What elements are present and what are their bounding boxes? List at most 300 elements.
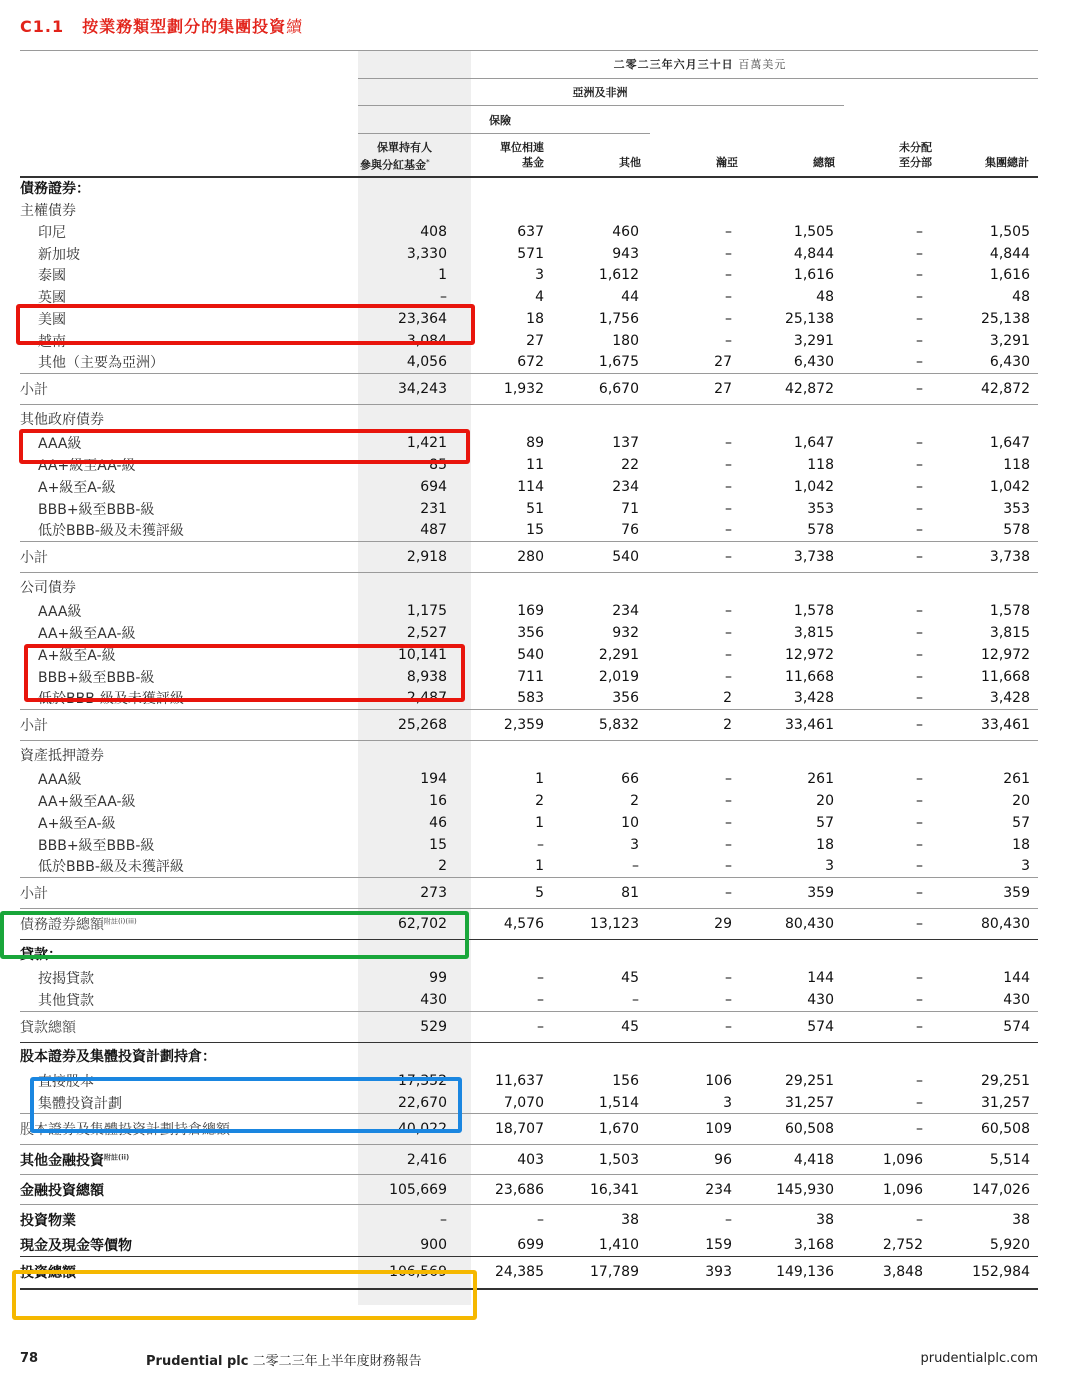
- cell-value: –: [849, 542, 946, 573]
- cell-value: 18: [526, 311, 544, 328]
- row-label: [20, 968, 358, 990]
- cell-value: –: [849, 710, 946, 741]
- cell-value: [558, 573, 655, 601]
- row-label: [20, 812, 358, 834]
- table-row: [20, 856, 1038, 878]
- subtotal-row: [20, 1011, 1038, 1042]
- cell-value: 460: [612, 223, 639, 240]
- cell-value: 1,578: [989, 603, 1030, 620]
- cell-value: 137: [612, 435, 639, 452]
- cell-value: 574: [752, 1011, 849, 1042]
- row-label: [20, 265, 358, 287]
- cell-value: 46: [429, 815, 447, 832]
- cell-value: [655, 1042, 752, 1070]
- cell-value: 359: [752, 878, 849, 909]
- cell-value: 1,042: [989, 479, 1030, 496]
- row-label-text: 其他（主要為亞洲）: [38, 355, 164, 372]
- cell-value: [752, 940, 849, 968]
- subtotal-row: [20, 374, 1038, 405]
- row-label-text: AA+級至AA-級: [38, 794, 136, 811]
- cell-value: –: [916, 647, 923, 664]
- cell-value: –: [725, 771, 732, 788]
- row-label: [20, 601, 358, 623]
- cell-value: –: [725, 479, 732, 496]
- cell-value: 29,251: [785, 1073, 834, 1090]
- page-number: 78: [20, 1351, 39, 1366]
- cell-value: 540: [558, 542, 655, 573]
- cell-value: –: [916, 625, 923, 642]
- cell-value: –: [655, 878, 752, 909]
- cell-value: [946, 940, 1038, 968]
- cell-value: [558, 405, 655, 433]
- cell-value: [558, 940, 655, 968]
- header-region: 亞洲及非洲: [572, 86, 628, 99]
- cell-value: 5,832: [558, 710, 655, 741]
- cell-value: 96: [655, 1145, 752, 1175]
- cell-value: 169: [517, 603, 544, 620]
- cell-value: –: [655, 1205, 752, 1235]
- cell-value: 578: [1003, 522, 1030, 539]
- cell-value: [849, 177, 946, 199]
- cell-value: –: [725, 500, 732, 517]
- cell-value: –: [916, 1094, 923, 1111]
- col-header-total: 總額: [813, 156, 835, 169]
- row-label: [20, 741, 358, 769]
- cell-value: –: [916, 793, 923, 810]
- cell-value: [358, 1042, 471, 1070]
- row-label: [20, 1175, 358, 1205]
- section-code: C1.1: [20, 17, 65, 36]
- table-row: [20, 812, 1038, 834]
- cell-value: [946, 177, 1038, 199]
- cell-value: [655, 199, 752, 221]
- cell-value: [946, 405, 1038, 433]
- cell-value: 48: [1012, 289, 1030, 306]
- cell-value: –: [725, 858, 732, 875]
- cell-value: [849, 199, 946, 221]
- cell-value: –: [916, 858, 923, 875]
- cell-value: 38: [752, 1205, 849, 1235]
- section-header-row: [20, 177, 1038, 199]
- cell-value: 1,175: [406, 603, 447, 620]
- cell-value: 353: [807, 500, 834, 517]
- col-header-unallocated: 未分配 至分部: [899, 141, 932, 169]
- cell-value: 943: [612, 245, 639, 262]
- cell-value: –: [916, 267, 923, 284]
- row-label: [20, 573, 358, 601]
- cell-value: 261: [807, 771, 834, 788]
- col-header-participating-funds: 保單持有人 參與分紅基金*: [360, 141, 432, 172]
- cell-value: 1,647: [989, 435, 1030, 452]
- cell-value: –: [725, 311, 732, 328]
- cell-value: [558, 1042, 655, 1070]
- cell-value: [471, 741, 558, 769]
- cell-value: 637: [517, 223, 544, 240]
- cell-value: 231: [420, 500, 447, 517]
- row-label-text: 其他政府債券: [20, 411, 104, 428]
- row-label: [20, 542, 358, 573]
- cell-value: 66: [621, 771, 639, 788]
- cell-value: 57: [816, 815, 834, 832]
- cell-value: 27: [655, 374, 752, 405]
- cell-value: 106: [705, 1073, 732, 1090]
- highlight-box-debt-total: [0, 911, 469, 959]
- section-header-row: [20, 573, 1038, 601]
- cell-value: –: [725, 815, 732, 832]
- cell-value: 27: [714, 354, 732, 371]
- row-label-text: 直接股本: [38, 1074, 94, 1091]
- cell-value: 2: [655, 710, 752, 741]
- cell-value: 430: [1003, 991, 1030, 1008]
- cell-value: 31,257: [981, 1094, 1030, 1111]
- cell-value: –: [916, 522, 923, 539]
- cell-value: 234: [612, 479, 639, 496]
- cell-value: 147,026: [946, 1175, 1038, 1205]
- cell-value: 42,872: [946, 374, 1038, 405]
- cell-value: 15: [526, 522, 544, 539]
- cell-value: 8,938: [406, 668, 447, 685]
- cell-value: 1: [438, 267, 447, 284]
- row-label-text: AAA級: [38, 772, 82, 789]
- cell-value: 273: [358, 878, 471, 909]
- row-label: [20, 710, 358, 741]
- cell-value: –: [849, 374, 946, 405]
- cell-value: 1,503: [558, 1145, 655, 1175]
- cell-value: –: [916, 289, 923, 306]
- cell-value: 48: [816, 289, 834, 306]
- cell-value: 1,421: [406, 435, 447, 452]
- cell-value: –: [916, 815, 923, 832]
- cell-value: 2,019: [598, 668, 639, 685]
- cell-value: [471, 573, 558, 601]
- cell-value: 353: [1003, 500, 1030, 517]
- cell-value: 6,670: [558, 374, 655, 405]
- footer-website[interactable]: prudentialplc.com: [920, 1351, 1038, 1366]
- cell-value: 430: [420, 991, 447, 1008]
- row-label: [20, 1235, 358, 1257]
- cell-value: 359: [946, 878, 1038, 909]
- cell-value: 15: [429, 836, 447, 853]
- cell-value: 3: [535, 267, 544, 284]
- cell-value: 105,669: [358, 1175, 471, 1205]
- cell-value: 1,612: [598, 267, 639, 284]
- cell-value: –: [916, 245, 923, 262]
- cell-value: –: [537, 970, 544, 987]
- cell-value: [655, 177, 752, 199]
- row-label: [20, 1011, 358, 1042]
- cell-value: –: [725, 625, 732, 642]
- row-label-text: 債務證券總額: [20, 917, 104, 934]
- cell-value: [558, 177, 655, 199]
- footer-report: [146, 1350, 422, 1369]
- cell-value: 71: [621, 500, 639, 517]
- cell-value: [471, 199, 558, 221]
- row-label: [20, 1145, 358, 1175]
- cell-value: 1,578: [793, 603, 834, 620]
- cell-value: 1,616: [793, 267, 834, 284]
- row-label-text: 公司債券: [20, 579, 76, 596]
- cell-value: 3,291: [989, 332, 1030, 349]
- row-label-text: 股本證券及集體投資計劃持倉：: [20, 1049, 216, 1066]
- cell-value: –: [916, 668, 923, 685]
- section-header-row: [20, 741, 1038, 769]
- row-label-text: 投資物業: [20, 1212, 76, 1229]
- cell-value: 3,330: [406, 245, 447, 262]
- row-label-text: 其他金融投資: [20, 1152, 104, 1169]
- cell-value: –: [655, 1011, 752, 1042]
- cell-value: 2: [535, 793, 544, 810]
- cell-value: 29,251: [981, 1073, 1030, 1090]
- cell-value: 12,972: [981, 647, 1030, 664]
- cell-value: 10: [621, 815, 639, 832]
- cell-value: 578: [807, 522, 834, 539]
- table-row: [20, 265, 1038, 287]
- cell-value: –: [725, 332, 732, 349]
- cell-value: 1,410: [598, 1237, 639, 1254]
- col-header-unit-linked: 單位相連 基金: [500, 141, 544, 169]
- cell-value: 11,637: [495, 1073, 544, 1090]
- cell-value: 33,461: [752, 710, 849, 741]
- cell-value: 3: [723, 1094, 732, 1111]
- cell-value: [752, 1042, 849, 1070]
- row-label: [20, 878, 358, 909]
- row-label-text: A+級至A-級: [38, 648, 116, 665]
- cell-value: 4,844: [793, 245, 834, 262]
- cell-value: 11: [526, 457, 544, 474]
- cell-value: 17,352: [398, 1073, 447, 1090]
- cell-value: 4,844: [989, 245, 1030, 262]
- cell-value: –: [725, 647, 732, 664]
- row-label-text: 投資總額: [20, 1265, 76, 1282]
- cell-value: 2,752: [882, 1237, 923, 1254]
- cell-value: 1: [535, 815, 544, 832]
- table-row: [20, 834, 1038, 856]
- cell-value: [946, 199, 1038, 221]
- cell-value: 3,084: [406, 332, 447, 349]
- cell-value: 3,428: [989, 690, 1030, 707]
- cell-value: 17,789: [558, 1257, 655, 1289]
- header-unit: 百萬美元: [738, 58, 787, 71]
- cell-value: 5,920: [989, 1237, 1030, 1254]
- cell-value: 149,136: [752, 1257, 849, 1289]
- header-insurance: 保險: [489, 114, 511, 127]
- cell-value: [358, 741, 471, 769]
- row-label-text: 小計: [20, 382, 48, 399]
- cell-value: 106,569: [358, 1257, 471, 1289]
- cell-value: –: [537, 836, 544, 853]
- row-label-text: 債務證券：: [20, 181, 90, 197]
- row-label: [20, 476, 358, 498]
- cell-value: 34,243: [358, 374, 471, 405]
- row-label: [20, 243, 358, 265]
- cell-value: 2,918: [358, 542, 471, 573]
- row-label-text: 小計: [20, 886, 48, 903]
- row-label-text: 低於BBB-級及未獲評級: [38, 523, 184, 540]
- table-row: [20, 769, 1038, 791]
- row-label: [20, 1205, 358, 1235]
- cell-value: [849, 741, 946, 769]
- cell-value: 3: [630, 836, 639, 853]
- cell-value: –: [916, 354, 923, 371]
- row-label-text: 越南: [38, 333, 66, 350]
- cell-value: 23,686: [471, 1175, 558, 1205]
- cell-value: 25,138: [981, 311, 1030, 328]
- cell-value: 4,056: [406, 354, 447, 371]
- cell-value: 40,022: [358, 1114, 471, 1145]
- cell-value: –: [725, 289, 732, 306]
- cell-value: 540: [517, 647, 544, 664]
- cell-value: –: [849, 878, 946, 909]
- row-label: [20, 177, 358, 199]
- cell-value: 5: [471, 878, 558, 909]
- cell-value: 25,138: [785, 311, 834, 328]
- cell-value: 2: [630, 793, 639, 810]
- subtotal-row: [20, 1145, 1038, 1175]
- row-label: [20, 856, 358, 878]
- row-label: [20, 834, 358, 856]
- cell-value: [471, 177, 558, 199]
- cell-value: 711: [517, 668, 544, 685]
- cell-value: –: [725, 668, 732, 685]
- row-label-text: 集體投資計劃: [38, 1095, 122, 1112]
- cell-value: –: [916, 500, 923, 517]
- cell-value: 3,168: [793, 1237, 834, 1254]
- cell-value: [558, 741, 655, 769]
- cell-value: 694: [420, 479, 447, 496]
- cell-value: 118: [807, 457, 834, 474]
- cell-value: 152,984: [946, 1257, 1038, 1289]
- cell-value: [752, 405, 849, 433]
- cell-value: 403: [471, 1145, 558, 1175]
- table-row: [20, 520, 1038, 542]
- cell-value: 7,070: [503, 1094, 544, 1111]
- row-label: [20, 374, 358, 405]
- cell-value: 11,668: [981, 668, 1030, 685]
- cell-value: 29: [655, 909, 752, 940]
- cell-value: [752, 741, 849, 769]
- row-label: [20, 769, 358, 791]
- cell-value: 62,702: [358, 909, 471, 940]
- cell-value: 80,430: [946, 909, 1038, 940]
- cell-value: 12,972: [785, 647, 834, 664]
- row-label-text: 英國: [38, 290, 66, 307]
- cell-value: 60,508: [946, 1114, 1038, 1145]
- cell-value: 356: [612, 690, 639, 707]
- section-header-row: [20, 199, 1038, 221]
- table-row: [20, 989, 1038, 1011]
- row-label-text: 低於BBB-級及未獲評級: [38, 691, 184, 708]
- cell-value: 109: [655, 1114, 752, 1145]
- row-label-text: 資產抵押證券: [20, 747, 104, 764]
- row-label: [20, 199, 358, 221]
- cell-value: 1,042: [793, 479, 834, 496]
- cell-value: 4: [535, 289, 544, 306]
- cell-value: –: [916, 970, 923, 987]
- cell-value: –: [916, 435, 923, 452]
- cell-value: 900: [420, 1237, 447, 1254]
- cell-value: 487: [420, 522, 447, 539]
- cell-value: 5,514: [946, 1145, 1038, 1175]
- cell-value: –: [632, 858, 639, 875]
- subtotal-row: [20, 542, 1038, 573]
- table-row: [20, 790, 1038, 812]
- cell-value: 1,756: [598, 311, 639, 328]
- row-label: [20, 498, 358, 520]
- cell-value: –: [916, 457, 923, 474]
- cell-value: 672: [517, 354, 544, 371]
- cell-value: [471, 940, 558, 968]
- cell-value: –: [358, 1205, 471, 1235]
- cell-value: 571: [517, 245, 544, 262]
- row-label-text: 貸款總額: [20, 1019, 76, 1036]
- cell-value: –: [916, 311, 923, 328]
- cell-value: 38: [558, 1205, 655, 1235]
- cell-value: 16,341: [558, 1175, 655, 1205]
- row-label-text: 按揭貸款: [38, 971, 94, 988]
- cell-value: [946, 1042, 1038, 1070]
- cell-value: 2,291: [598, 647, 639, 664]
- cell-value: –: [537, 991, 544, 1008]
- cell-value: 3,815: [989, 625, 1030, 642]
- cell-value: 18: [1012, 836, 1030, 853]
- row-label-text: 新加坡: [38, 246, 80, 263]
- cell-value: 6,430: [793, 354, 834, 371]
- table-row: [20, 352, 1038, 374]
- row-label-text: AAA級: [38, 436, 82, 453]
- highlight-box-us-sovereign: [16, 304, 475, 345]
- cell-value: 2,527: [406, 625, 447, 642]
- cell-value: 4,418: [752, 1145, 849, 1175]
- highlight-box-aaa-government: [19, 429, 470, 464]
- cell-value: 2,416: [358, 1145, 471, 1175]
- cell-value: 38: [946, 1205, 1038, 1235]
- cell-value: –: [440, 289, 447, 306]
- cell-value: 99: [429, 970, 447, 987]
- cell-value: 1: [535, 771, 544, 788]
- cell-value: 2: [438, 858, 447, 875]
- cell-value: –: [916, 690, 923, 707]
- cell-value: 22,670: [398, 1094, 447, 1111]
- cell-value: 156: [612, 1073, 639, 1090]
- cell-value: –: [471, 1011, 558, 1042]
- cell-value: [655, 741, 752, 769]
- cell-value: 24,385: [471, 1257, 558, 1289]
- cell-value: 80,430: [752, 909, 849, 940]
- row-label-text: AAA級: [38, 604, 82, 621]
- cell-value: 144: [807, 970, 834, 987]
- cell-value: [558, 199, 655, 221]
- cell-value: 16: [429, 793, 447, 810]
- row-label: [20, 352, 358, 374]
- cell-value: 234: [612, 603, 639, 620]
- cell-value: –: [655, 542, 752, 573]
- table-row: [20, 243, 1038, 265]
- cell-value: 261: [1003, 771, 1030, 788]
- cell-value: –: [725, 603, 732, 620]
- cell-value: [849, 573, 946, 601]
- row-label-text: AA+級至AA-級: [38, 626, 136, 643]
- cell-value: 89: [526, 435, 544, 452]
- col-header-eastspring: 瀚亞: [716, 156, 738, 169]
- row-label: [20, 520, 358, 542]
- header-spacer: [20, 0, 1038, 177]
- cell-value: –: [725, 522, 732, 539]
- cell-value: 51: [526, 500, 544, 517]
- cell-value: –: [725, 991, 732, 1008]
- cell-value: –: [725, 223, 732, 240]
- cell-value: 2,359: [471, 710, 558, 741]
- row-label-text: 低於BBB-級及未獲評級: [38, 859, 184, 876]
